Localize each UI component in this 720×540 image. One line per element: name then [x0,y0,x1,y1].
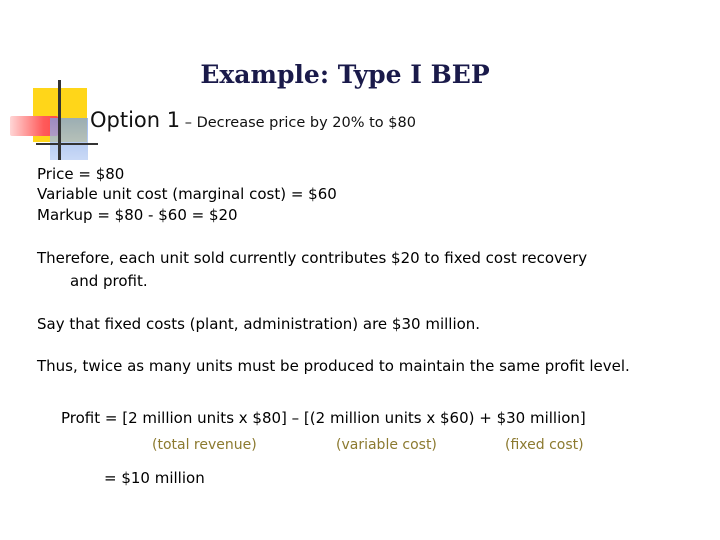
contribution-line: Therefore, each unit sold currently contributes $20 to fixed cost recovery [37,249,588,267]
conclusion-line: Thus, twice as many units must be produced to maintain the same profit level. [37,357,630,375]
decorative-horizontal-line [36,143,98,145]
option-heading [90,108,416,132]
fixed-cost-annotation: (fixed cost) [505,437,584,453]
variable-cost-annotation: (variable cost) [336,437,437,453]
markup-line: Markup = $80 - $60 = $20 [37,206,238,224]
decorative-vertical-line [58,80,61,160]
contribution-line-continued: and profit. [70,272,148,290]
price-line: Price = $80 [37,165,125,183]
profit-result: = $10 million [104,469,205,487]
option-description: – Decrease price by 20% to $80 [180,115,416,131]
variable-cost-line: Variable unit cost (marginal cost) = $60 [37,185,337,203]
decorative-blue-square [50,118,88,160]
slide-title: Example: Type I BEP [200,60,490,89]
fixed-costs-line: Say that fixed costs (plant, administration) are $30 million. [37,315,481,333]
option-label: Option 1 [90,108,181,132]
profit-formula: Profit = [2 million units x $80] – [(2 million units x $60) + $30 million] [61,409,586,427]
total-revenue-annotation: (total revenue) [152,437,257,453]
